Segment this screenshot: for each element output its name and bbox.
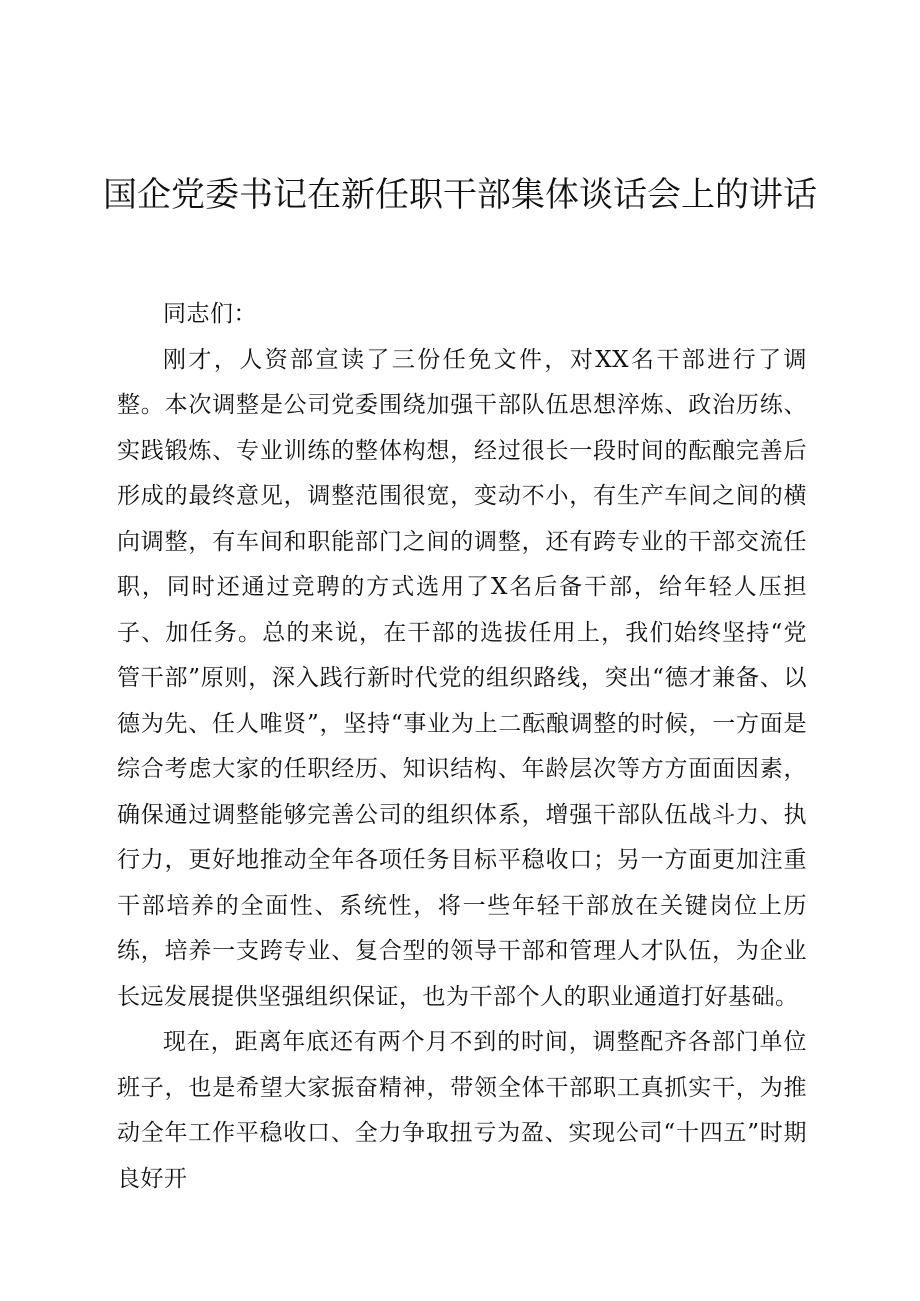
paragraph-2: 现在，距离年底还有两个月不到的时间，调整配齐各部门单位班子，也是希望大家振奋精神，带领全体干部职工真抓实干，为推动全年工作平稳收口、全力争取扭亏为盈、实现公司“十四五”时期良好开: [117, 1029, 807, 1192]
salutation: 同志们：: [163, 301, 257, 327]
document-body: [117, 292, 807, 1202]
paragraph-1: 刚才，人资部宣读了三份任免文件，对XX名干部进行了调整。本次调整是公司党委围绕加强干部队伍思想淬炼、政治历练、实践锻炼、专业训练的整体构想，经过很长一段时间的酝酿完善后形成的最终意见，调整范围很宽，变动不小，有生产车间之间的横向调整，有车间和职能部门之间的调整，还有跨专业的干部交流任职，同时还通过竞聘的方式选用了X名后备干部，给年轻人压担子、加任务。总的来说，在干部的选拔任用上，我们始终坚持“党管干部”原则，深入践行新时代党的组织路线，突出“德才兼备、以德为先、任人唯贤”，坚持“事业为上二酝酿调整的时候，一方面是综合考虑大家的任职经历、知识结构、年龄层次等方方面面因素，确保通过调整能够完善公司的组织体系，增强干部队伍战斗力、执行力，更好地推动全年各项任务目标平稳收口；另一方面更加注重干部培养的全面性、系统性，将一些年轻干部放在关键岗位上历练，培养一支跨专业、复合型的领导干部和管理人才队伍，为企业长远发展提供坚强组织保证，也为干部个人的职业通道打好基础。: [117, 346, 807, 1010]
document-title: 国企党委书记在新任职干部集体谈话会上的讲话: [103, 175, 817, 215]
